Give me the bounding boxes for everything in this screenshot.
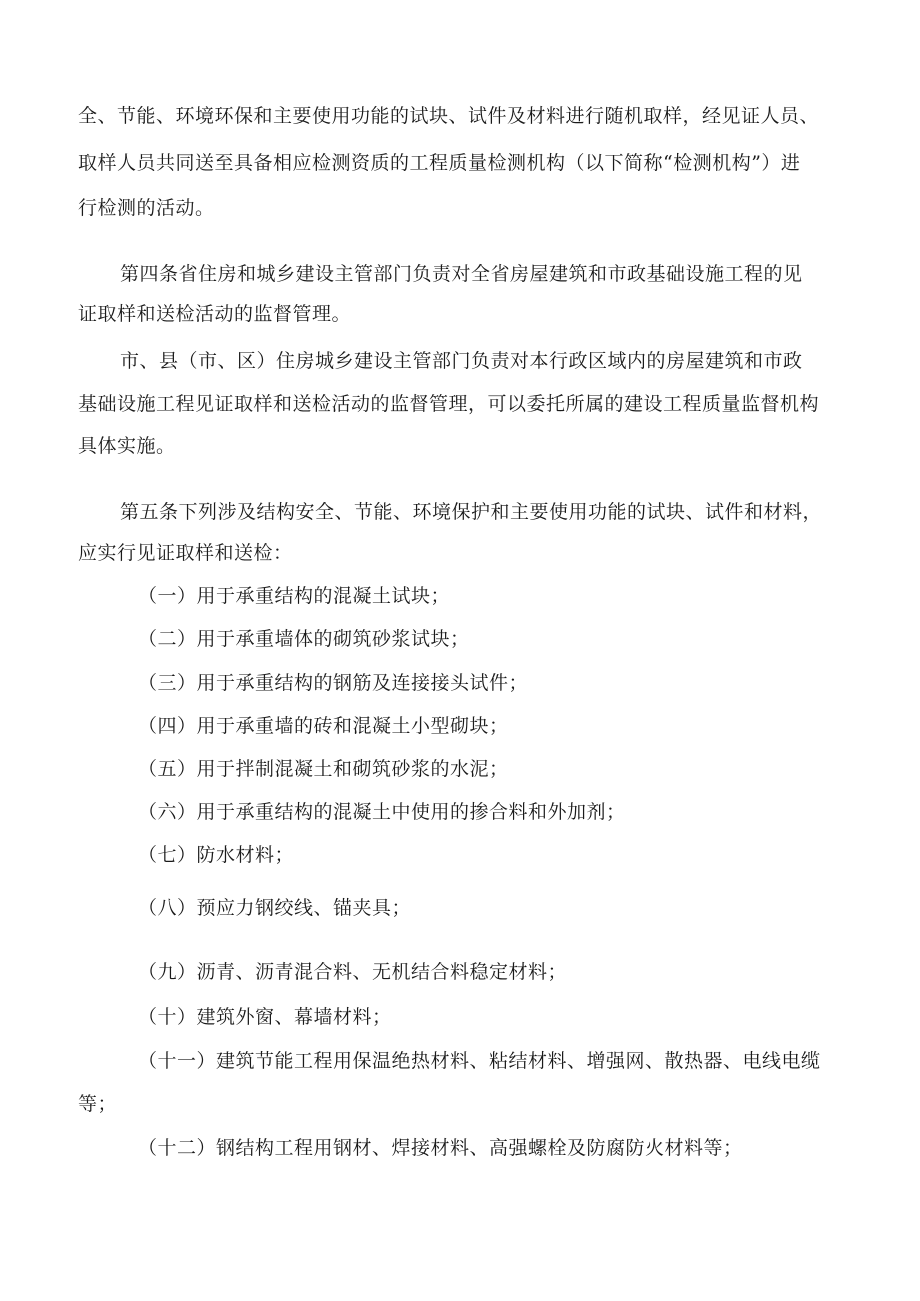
list-item: （一）用于承重结构的混凝土试块； [138,585,451,607]
list-item: （十）建筑外窗、幕墙材料； [138,1006,392,1028]
list-item: （二）用于承重墙体的砌筑砂浆试块； [138,628,470,650]
article4-p2-line-2: 基础设施工程见证取样和送检活动的监督管理，可以委托所属的建设工程质量监督机构 [78,393,820,415]
article4-p1-line-2: 证取样和送检活动的监督管理。 [78,303,352,325]
list-item: （六）用于承重结构的混凝土中使用的掺合料和外加剂； [138,801,626,823]
intro-line-2: 取样人员共同送至具备相应检测资质的工程质量检测机构（以下简称“检测机构”）进 [78,152,801,174]
article5-p1-line-1: 第五条下列涉及结构安全、节能、环境保护和主要使用功能的试块、试件和材料， [120,501,823,523]
intro-line-3: 行检测的活动。 [78,197,215,219]
article4-p2-line-1: 市、县（市、区）住房城乡建设主管部门负责对本行政区域内的房屋建筑和市政 [120,350,803,372]
article5-p1-line-2: 应实行见证取样和送检： [78,542,293,564]
intro-line-1: 全、节能、环境环保和主要使用功能的试块、试件及材料进行随机取样，经见证人员、 [78,105,820,127]
list-item: （四）用于承重墙的砖和混凝土小型砌块； [138,715,509,737]
list-item: （九）沥青、沥青混合料、无机结合料稳定材料； [138,961,568,983]
list-item: （八）预应力钢绞线、锚夹具； [138,897,412,919]
list-item: （五）用于拌制混凝土和砌筑砂浆的水泥； [138,758,509,780]
list-item: （三）用于承重结构的钢筋及连接接头试件； [138,672,529,694]
list-item: （十一）建筑节能工程用保温绝热材料、粘结材料、增强网、散热器、电线电缆 [138,1050,821,1072]
article4-p1-line-1: 第四条省住房和城乡建设主管部门负责对全省房屋建筑和市政基础设施工程的见 [120,263,803,285]
article4-p2-line-3: 具体实施。 [78,435,176,457]
list-item: （十二）钢结构工程用钢材、焊接材料、高强螺栓及防腐防火材料等； [138,1137,743,1159]
list-item: （七）防水材料； [138,844,295,866]
list-item-continuation: 等； [78,1093,118,1115]
